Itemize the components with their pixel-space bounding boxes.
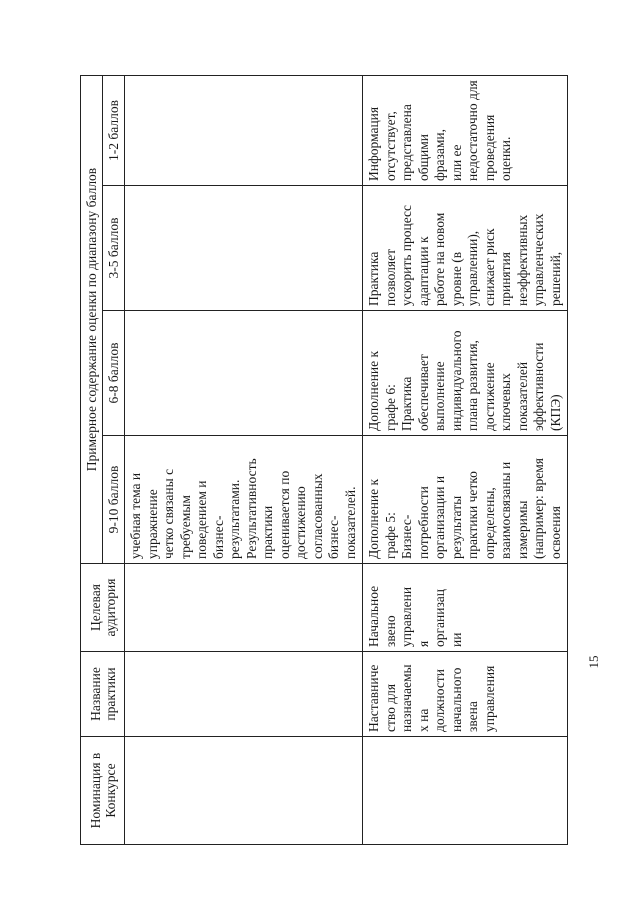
cell-score-9-10: Дополнение к графе 5: Бизнес- потребности организации и результаты практики четко определены, взаимосвязаны и измеримы (например: время освоения — [363, 436, 568, 564]
cell-score-3-5: Практика позволяет ускорить процесс адаптации к работе на новом уровне (в управлении), снижает риск принятия неэффективных управленческих решений, — [363, 186, 568, 311]
header-row-group — [81, 76, 103, 845]
header-practice-name: Название практики — [81, 652, 125, 737]
header-score-9-10: 9-10 баллов — [103, 436, 125, 564]
cell-nomination — [363, 737, 568, 845]
table-row — [125, 76, 363, 845]
cell-score-6-8 — [125, 311, 363, 436]
cell-nomination — [125, 737, 363, 845]
table-row — [363, 76, 568, 845]
header-score-3-5: 3-5 баллов — [103, 186, 125, 311]
evaluation-table — [80, 75, 568, 845]
cell-score-1-2: Информация отсутствует, представлена общими фразами, или ее недостаточно для проведения оценки. — [363, 76, 568, 186]
cell-score-6-8: Дополнение к графе 6: Практика обеспечивает выполнение индивидуального плана развития, достижение ключевых показателей эффективности (КПЭ) — [363, 311, 568, 436]
header-score-6-8: 6-8 баллов — [103, 311, 125, 436]
header-score-1-2: 1-2 баллов — [103, 76, 125, 186]
cell-score-1-2 — [125, 76, 363, 186]
cell-score-9-10: учебная тема и упражнение четко связаны с требуемым поведением и бизнес- результатами. Результативность практики оценивается по достижению согласованных бизнес- показателей. — [125, 436, 363, 564]
cell-target-audience — [125, 564, 363, 652]
header-score-range: Примерное содержание оценки по диапазону баллов — [81, 76, 103, 564]
cell-score-3-5 — [125, 186, 363, 311]
cell-practice-name — [125, 652, 363, 737]
header-nomination: Номинация в Конкурсе — [81, 737, 125, 845]
page-number: 15 — [586, 655, 601, 669]
cell-target-audience: Начальное звено управлени я организац ии — [363, 564, 568, 652]
cell-practice-name: Наставниче ство для назначаемы х на должности начального звена управления — [363, 652, 568, 737]
header-target-audience: Целевая аудитория — [81, 564, 125, 652]
rotated-table-sheet — [80, 76, 563, 845]
